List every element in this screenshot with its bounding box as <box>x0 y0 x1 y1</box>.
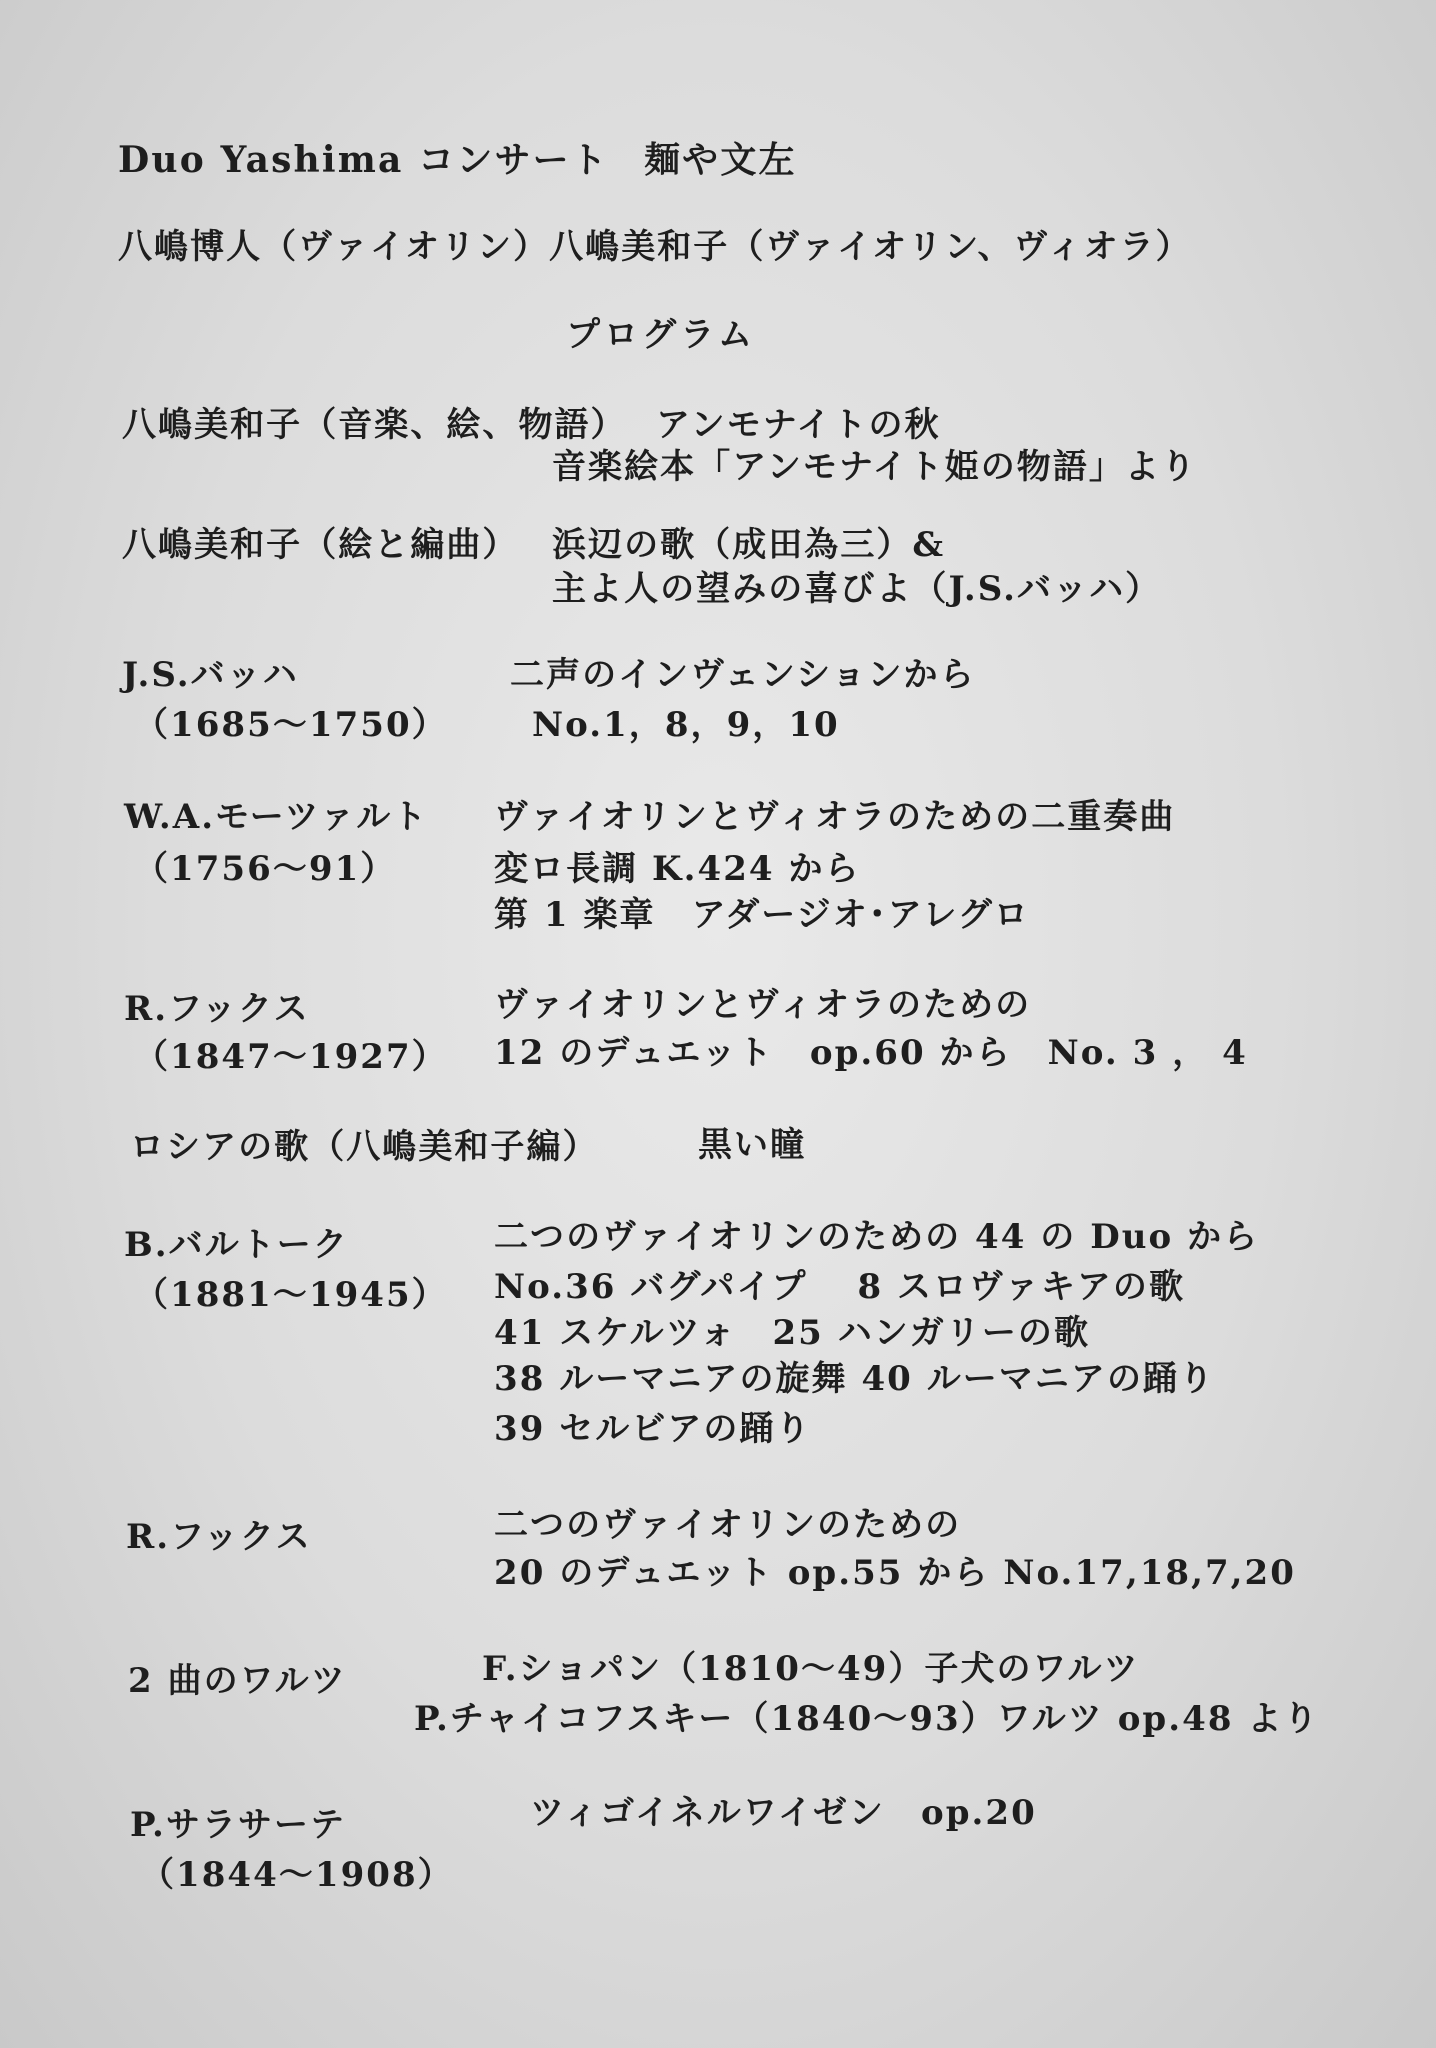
work-3-line-1: 変ロ長調 K.424 から <box>494 849 861 889</box>
composer-7: R.フックス <box>126 1517 312 1557</box>
work-6-line-1: No.36 バグパイプ 8 スロヴァキアの歌 <box>494 1267 1185 1307</box>
work-1-line-0: 浜辺の歌（成田為三）& <box>552 525 946 565</box>
work-6-line-4: 39 セルビアの踊り <box>494 1409 812 1449</box>
work-6-line-3: 38 ルーマニアの旋舞 40 ルーマニアの踊り <box>494 1359 1216 1399</box>
dates-2: （1685～1750） <box>134 705 448 745</box>
composer-9: P.サラサーテ <box>130 1805 347 1845</box>
work-4-line-0: ヴァイオリンとヴィオラのための <box>494 985 1032 1025</box>
work-7-line-0: 二つのヴァイオリンのための <box>494 1505 962 1545</box>
composer-8: 2 曲のワルツ <box>128 1661 347 1701</box>
work-6-line-2: 41 スケルツォ 25 ハンガリーの歌 <box>494 1313 1091 1353</box>
composer-4: R.フックス <box>124 989 310 1029</box>
work-8-line-0: F.ショパン（1810～49）子犬のワルツ <box>482 1649 1140 1689</box>
dates-3: （1756～91） <box>134 849 397 889</box>
work-5-line-0: 黒い瞳 <box>698 1125 807 1165</box>
program-heading: プログラム <box>566 315 757 355</box>
composer-5: ロシアの歌（八嶋美和子編） <box>130 1127 599 1167</box>
work-6-line-0: 二つのヴァイオリンのための 44 の Duo から <box>494 1217 1260 1257</box>
work-4-line-1: 12 のデュエット op.60 から No. 3 ， 4 <box>494 1033 1248 1073</box>
dates-4: （1847～1927） <box>134 1037 448 1077</box>
dates-9: （1844～1908） <box>140 1855 454 1895</box>
work-2-line-0: 二声のインヴェンションから <box>510 655 976 695</box>
composer-6: B.バルトーク <box>124 1225 349 1265</box>
work-9-line-0: ツィゴイネルワイゼン op.20 <box>530 1793 1037 1833</box>
work-0-line-1: 音楽絵本「アンモナイト姫の物語」より <box>552 447 1197 487</box>
composer-3: W.A.モーツァルト <box>124 797 429 837</box>
work-2-line-1: No.1，8，9，10 <box>532 705 840 745</box>
venue-name: 麺や文左 <box>644 139 797 181</box>
work-8-line-1: P.チャイコフスキー（1840～93）ワルツ op.48 より <box>414 1699 1320 1739</box>
composer-0: 八嶋美和子（音楽、絵、物語） <box>122 405 627 445</box>
composer-2: J.S.バッハ <box>122 655 299 695</box>
work-0-line-0: アンモナイトの秋 <box>656 405 941 445</box>
work-3-line-2: 第 1 楽章 アダージオ･アレグロ <box>494 895 1030 935</box>
work-3-line-0: ヴァイオリンとヴィオラのための二重奏曲 <box>494 797 1176 837</box>
dates-6: （1881～1945） <box>134 1275 448 1315</box>
work-7-line-1: 20 のデュエット op.55 から No.17,18,7,20 <box>494 1553 1296 1593</box>
composer-1: 八嶋美和子（絵と編曲） <box>122 525 519 565</box>
performers-line: 八嶋博人（ヴァイオリン）八嶋美和子（ヴァイオリン、ヴィオラ） <box>118 227 1192 267</box>
work-1-line-1: 主よ人の望みの喜びよ（J.S.バッハ） <box>552 569 1162 609</box>
concert-title: Duo Yashima コンサート <box>118 139 609 181</box>
